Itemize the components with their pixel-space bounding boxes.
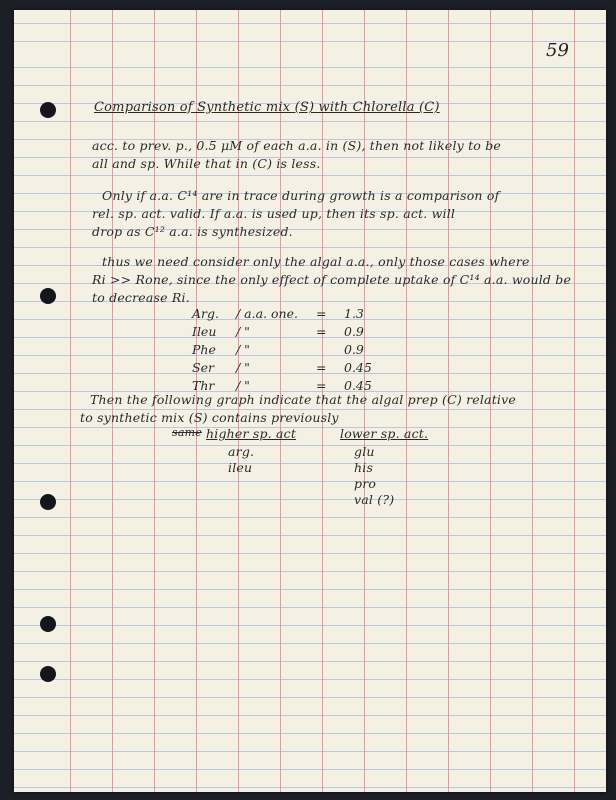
punch-hole — [40, 494, 56, 510]
closing-line: Then the following graph indicate that the algal prep (C) relative — [90, 392, 516, 407]
paragraph-line: all and sp. While that in (C) is less. — [92, 156, 321, 171]
row-eq: = — [316, 324, 327, 339]
higher-item: ileu — [228, 460, 253, 475]
paragraph-line: Ri >> Rone, since the only effect of complete uptake of C¹⁴ a.a. would be — [92, 272, 572, 287]
row-value: 0.9 — [344, 342, 364, 357]
page-title: Comparison of Synthetic mix (S) with Chlorella (C) — [94, 100, 440, 115]
notebook-page — [14, 10, 606, 792]
punch-hole — [40, 288, 56, 304]
row-label: Arg. — [192, 306, 219, 321]
margin-line — [70, 10, 71, 792]
struck-word: same — [172, 426, 202, 439]
higher-column-header: higher sp. act — [206, 426, 297, 441]
row-label: Thr — [192, 378, 215, 393]
row-eq: = — [316, 360, 327, 375]
row-label: Phe — [192, 342, 216, 357]
paragraph-line: acc. to prev. p., 0.5 μM of each a.a. in (S), then not likely to be — [92, 138, 501, 153]
punch-hole — [40, 666, 56, 682]
paragraph-line: drop as C¹² a.a. is synthesized. — [92, 224, 293, 239]
paragraph-line: thus we need consider only the algal a.a., only those cases where — [102, 254, 530, 269]
row-value: 0.45 — [344, 360, 372, 375]
paragraph-line: Only if a.a. C¹⁴ are in trace during growth is a comparison of — [102, 188, 500, 203]
row-eq: = — [316, 306, 327, 321]
row-desc: / " — [236, 324, 250, 339]
page-number: 59 — [546, 40, 569, 61]
row-value: 0.45 — [344, 378, 372, 393]
punch-hole — [40, 102, 56, 118]
lower-item: pro — [354, 476, 377, 491]
row-value: 1.3 — [344, 306, 364, 321]
row-desc: / a.a. one. — [236, 306, 298, 321]
lower-item: val (?) — [354, 492, 395, 507]
row-eq: = — [316, 378, 327, 393]
row-desc: / " — [236, 378, 250, 393]
row-value: 0.9 — [344, 324, 364, 339]
ruling-line — [574, 10, 575, 792]
lower-column-header: lower sp. act. — [340, 426, 429, 441]
closing-line: to synthetic mix (S) contains previously — [80, 410, 339, 425]
lower-item: his — [354, 460, 374, 475]
lower-item: glu — [354, 444, 375, 459]
ruling-line — [532, 10, 533, 792]
paragraph-line: to decrease Ri. — [92, 290, 190, 305]
row-desc: / " — [236, 342, 250, 357]
punch-hole — [40, 616, 56, 632]
higher-item: arg. — [228, 444, 255, 459]
paragraph-line: rel. sp. act. valid. If a.a. is used up, then its sp. act. will — [92, 206, 456, 221]
row-label: Ileu — [192, 324, 217, 339]
row-label: Ser — [192, 360, 214, 375]
row-desc: / " — [236, 360, 250, 375]
